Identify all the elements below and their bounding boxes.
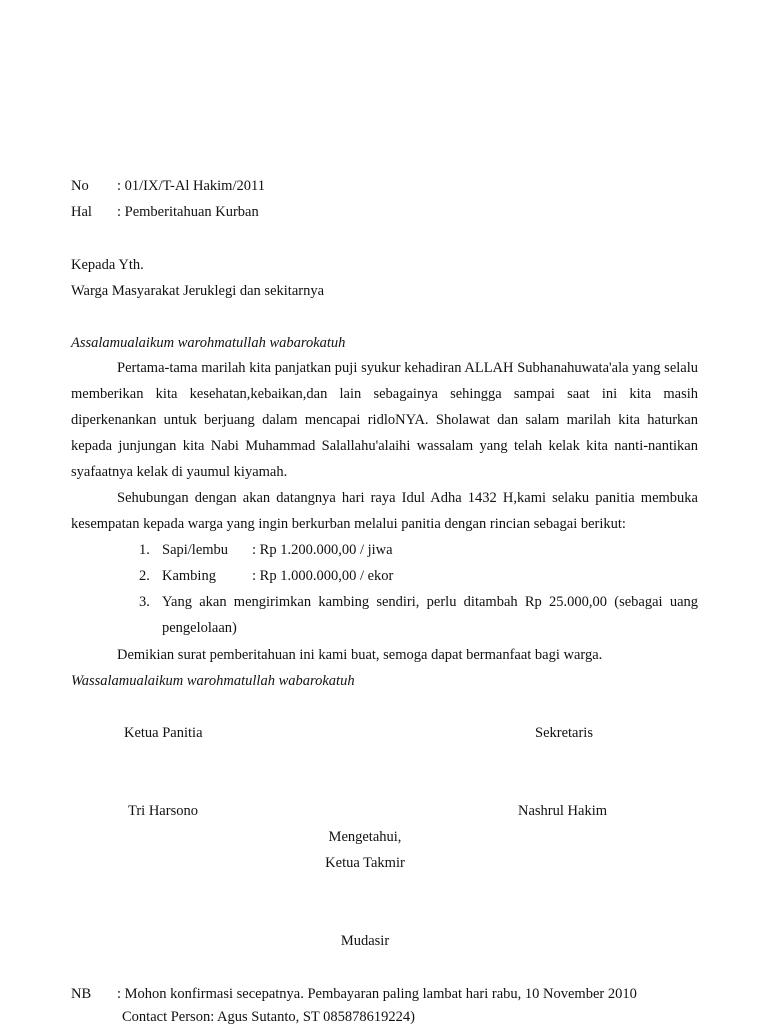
note-contact: Contact Person: Agus Sutanto, ST 085878619224) [122, 1009, 415, 1025]
signature-center-line1: Mengetahui, [328, 829, 402, 845]
signature-right-title: Sekretaris [535, 725, 593, 741]
list-item-text: Yang akan mengirimkan kambing sendiri, perlu ditambah Rp 25.000,00 (sebagai uang pengelolaan) [162, 594, 698, 636]
closing-greeting: Wassalamualaikum warohmatullah wabarokatuh [71, 673, 355, 689]
body-paragraphs [71, 355, 698, 537]
list-item-name: Kambing [162, 568, 216, 584]
recipient-line2: Warga Masyarakat Jeruklegi dan sekitarnya [71, 283, 325, 299]
paragraph-1: Pertama-tama marilah kita panjatkan puji syukur kehadiran ALLAH Subhanahuwata'ala yang selalu memberikan kita kesehatan,kebaikan,dan lain sebagainya sehingga sampai saat ini kita masih diperkenankan untuk berjuang dalam mencapai ridloNYA. Sholawat dan salam marilah kita haturkan kepada junjungan kita Nabi Muhammad Salallahu'alaihi wassalam yang telah kelak kita nanti-nantikan syafaatnya kelak di yaumul kiyamah. [71, 360, 698, 480]
list-number: 1. [139, 542, 150, 558]
recipient-line1: Kepada Yth. [71, 257, 144, 273]
list-item [71, 589, 698, 641]
paragraph-2: Sehubungan dengan akan datangnya hari raya Idul Adha 1432 H,kami selaku panitia membuka kesempatan kepada warga yang ingin berkurban melalui panitia dengan rincian sebagai berikut: [71, 490, 698, 532]
list-item-name: Sapi/lembu [162, 542, 229, 558]
signature-right-name: Nashrul Hakim [518, 803, 607, 819]
list-number: 3. [139, 594, 150, 610]
list-item [71, 537, 698, 563]
list-item-value: : Rp 1.000.000,00 / ekor [252, 568, 394, 584]
hal-label: Hal [71, 204, 92, 220]
signature-center-name: Mudasir [340, 933, 390, 949]
signature-center-line2: Ketua Takmir [325, 855, 405, 871]
closing-paragraph: Demikian surat pemberitahuan ini kami buat, semoga dapat bermanfaat bagi warga. [117, 647, 603, 663]
no-label: No [71, 178, 89, 194]
signature-left-name: Tri Harsono [128, 803, 198, 819]
note-text: : Mohon konfirmasi secepatnya. Pembayaran paling lambat hari rabu, 10 November 2010 [117, 986, 637, 1002]
signature-left-title: Ketua Panitia [124, 725, 203, 741]
price-list [71, 537, 698, 641]
note-label: NB [71, 986, 92, 1002]
list-item-value: : Rp 1.200.000,00 / jiwa [252, 542, 393, 558]
no-value: : 01/IX/T-Al Hakim/2011 [117, 178, 265, 194]
opening-greeting: Assalamualaikum warohmatullah wabarokatuh [71, 335, 346, 351]
list-item [71, 563, 698, 589]
list-number: 2. [139, 568, 150, 584]
hal-value: : Pemberitahuan Kurban [117, 204, 259, 220]
